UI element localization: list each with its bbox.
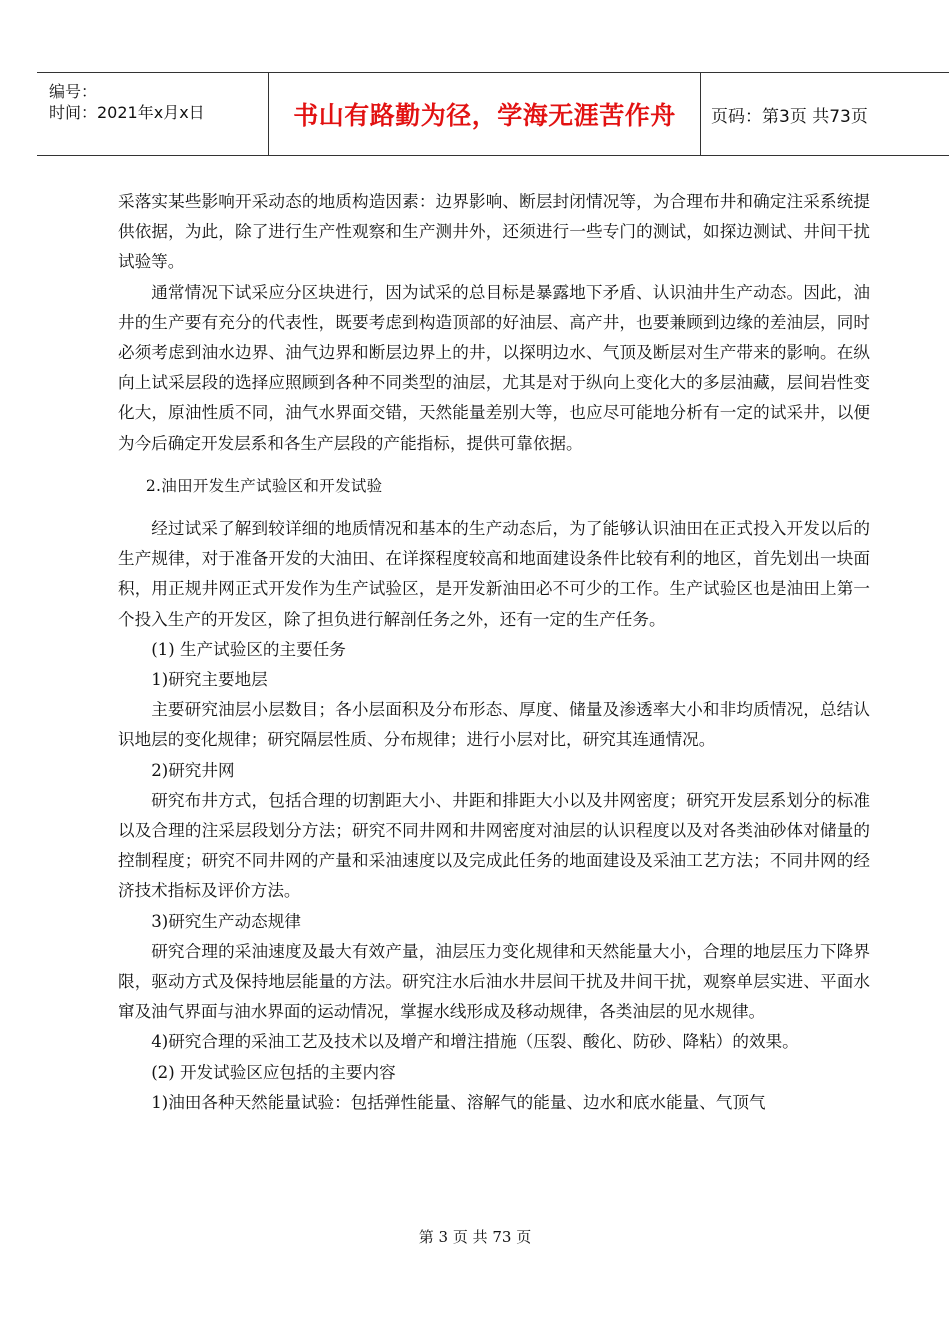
- body-paragraph: 1)油田各种天然能量试验：包括弹性能量、溶解气的能量、边水和底水能量、气顶气: [151, 1092, 766, 1112]
- header-page-info: 页码：第3页 共73页: [711, 106, 868, 127]
- body-paragraph: 4)研究合理的采油工艺及技术以及增产和增注措施（压裂、酸化、防砂、降粘）的效果。: [151, 1032, 799, 1052]
- item-heading: 3)研究生产动态规律: [151, 911, 301, 931]
- document-time-label: 时间：2021年x月x日: [49, 103, 205, 122]
- document-number-label: 编号：: [49, 82, 98, 101]
- subsection-heading: (1) 生产试验区的主要任务: [151, 639, 346, 659]
- document-body: [118, 187, 870, 1118]
- item-heading: 2)研究井网: [151, 760, 235, 780]
- header-motto-cell: [269, 73, 701, 155]
- item-heading: 1)研究主要地层: [151, 670, 268, 690]
- page-header: [37, 72, 949, 156]
- section-heading: 2.油田开发生产试验区和开发试验: [145, 476, 383, 495]
- subsection-heading: (2) 开发试验区应包括的主要内容: [151, 1062, 396, 1082]
- header-meta: [37, 73, 269, 155]
- body-paragraph: 经过试采了解到较详细的地质情况和基本的生产动态后，为了能够认识油田在正式投入开发以后的生产规律，对于准备开发的大油田、在详探程度较高和地面建设条件比较有利的地区，首先划出一块面积，用正规井网正式开发作为生产试验区，是开发新油田必不可少的工作。生产试验区也是油田上第一个投入生产的开发区，除了担负进行解剖任务之外，还有一定的生产任务。: [118, 519, 870, 629]
- header-motto: 书山有路勤为径，学海无涯苦作舟: [293, 101, 676, 130]
- page-footer: 第 3 页 共 73 页: [418, 1228, 532, 1246]
- body-paragraph: 主要研究油层小层数目；各小层面积及分布形态、厚度、储量及渗透率大小和非均质情况，总结认识地层的变化规律；研究隔层性质、分布规律；进行小层对比，研究其连通情况。: [118, 700, 870, 750]
- body-paragraph: 采落实某些影响开采动态的地质构造因素：边界影响、断层封闭情况等，为合理布井和确定注采系统提供依据，为此，除了进行生产性观察和生产测井外，还须进行一些专门的测试，如探边测试、井间干扰试验等。: [118, 192, 870, 272]
- body-paragraph: 研究合理的采油速度及最大有效产量，油层压力变化规律和天然能量大小，合理的地层压力下降界限，驱动方式及保持地层能量的方法。研究注水后油水井层间干扰及井间干扰，观察单层实进、平面水窜及油气界面与油水界面的运动情况，掌握水线形成及移动规律，各类油层的见水规律。: [118, 941, 870, 1022]
- body-paragraph: 通常情况下试采应分区块进行，因为试采的总目标是暴露地下矛盾、认识油井生产动态。因此，油井的生产要有充分的代表性，既要考虑到构造顶部的好油层、高产井，也要兼顾到边缘的差油层，同时必须考虑到油水边界、油气边界和断层边界上的井，以探明边水、气顶及断层对生产带来的影响。在纵向上试采层段的选择应照顾到各种不同类型的油层，尤其是对于纵向上变化大的多层油藏，层间岩性变化大，原油性质不同，油气水界面交错，天然能量差别大等，也应尽可能地分析有一定的试采井，以便为今后确定开发层系和各生产层段的产能指标，提供可靠依据。: [118, 282, 870, 453]
- body-paragraph: 研究布井方式，包括合理的切割距大小、井距和排距大小以及井网密度；研究开发层系划分的标准以及合理的注采层段划分方法；研究不同井网和井网密度对油层的认识程度以及对各类油砂体对储量的控制程度；研究不同井网的产量和采油速度以及完成此任务的地面建设及采油工艺方法；不同井网的经济技术指标及评价方法。: [118, 790, 870, 901]
